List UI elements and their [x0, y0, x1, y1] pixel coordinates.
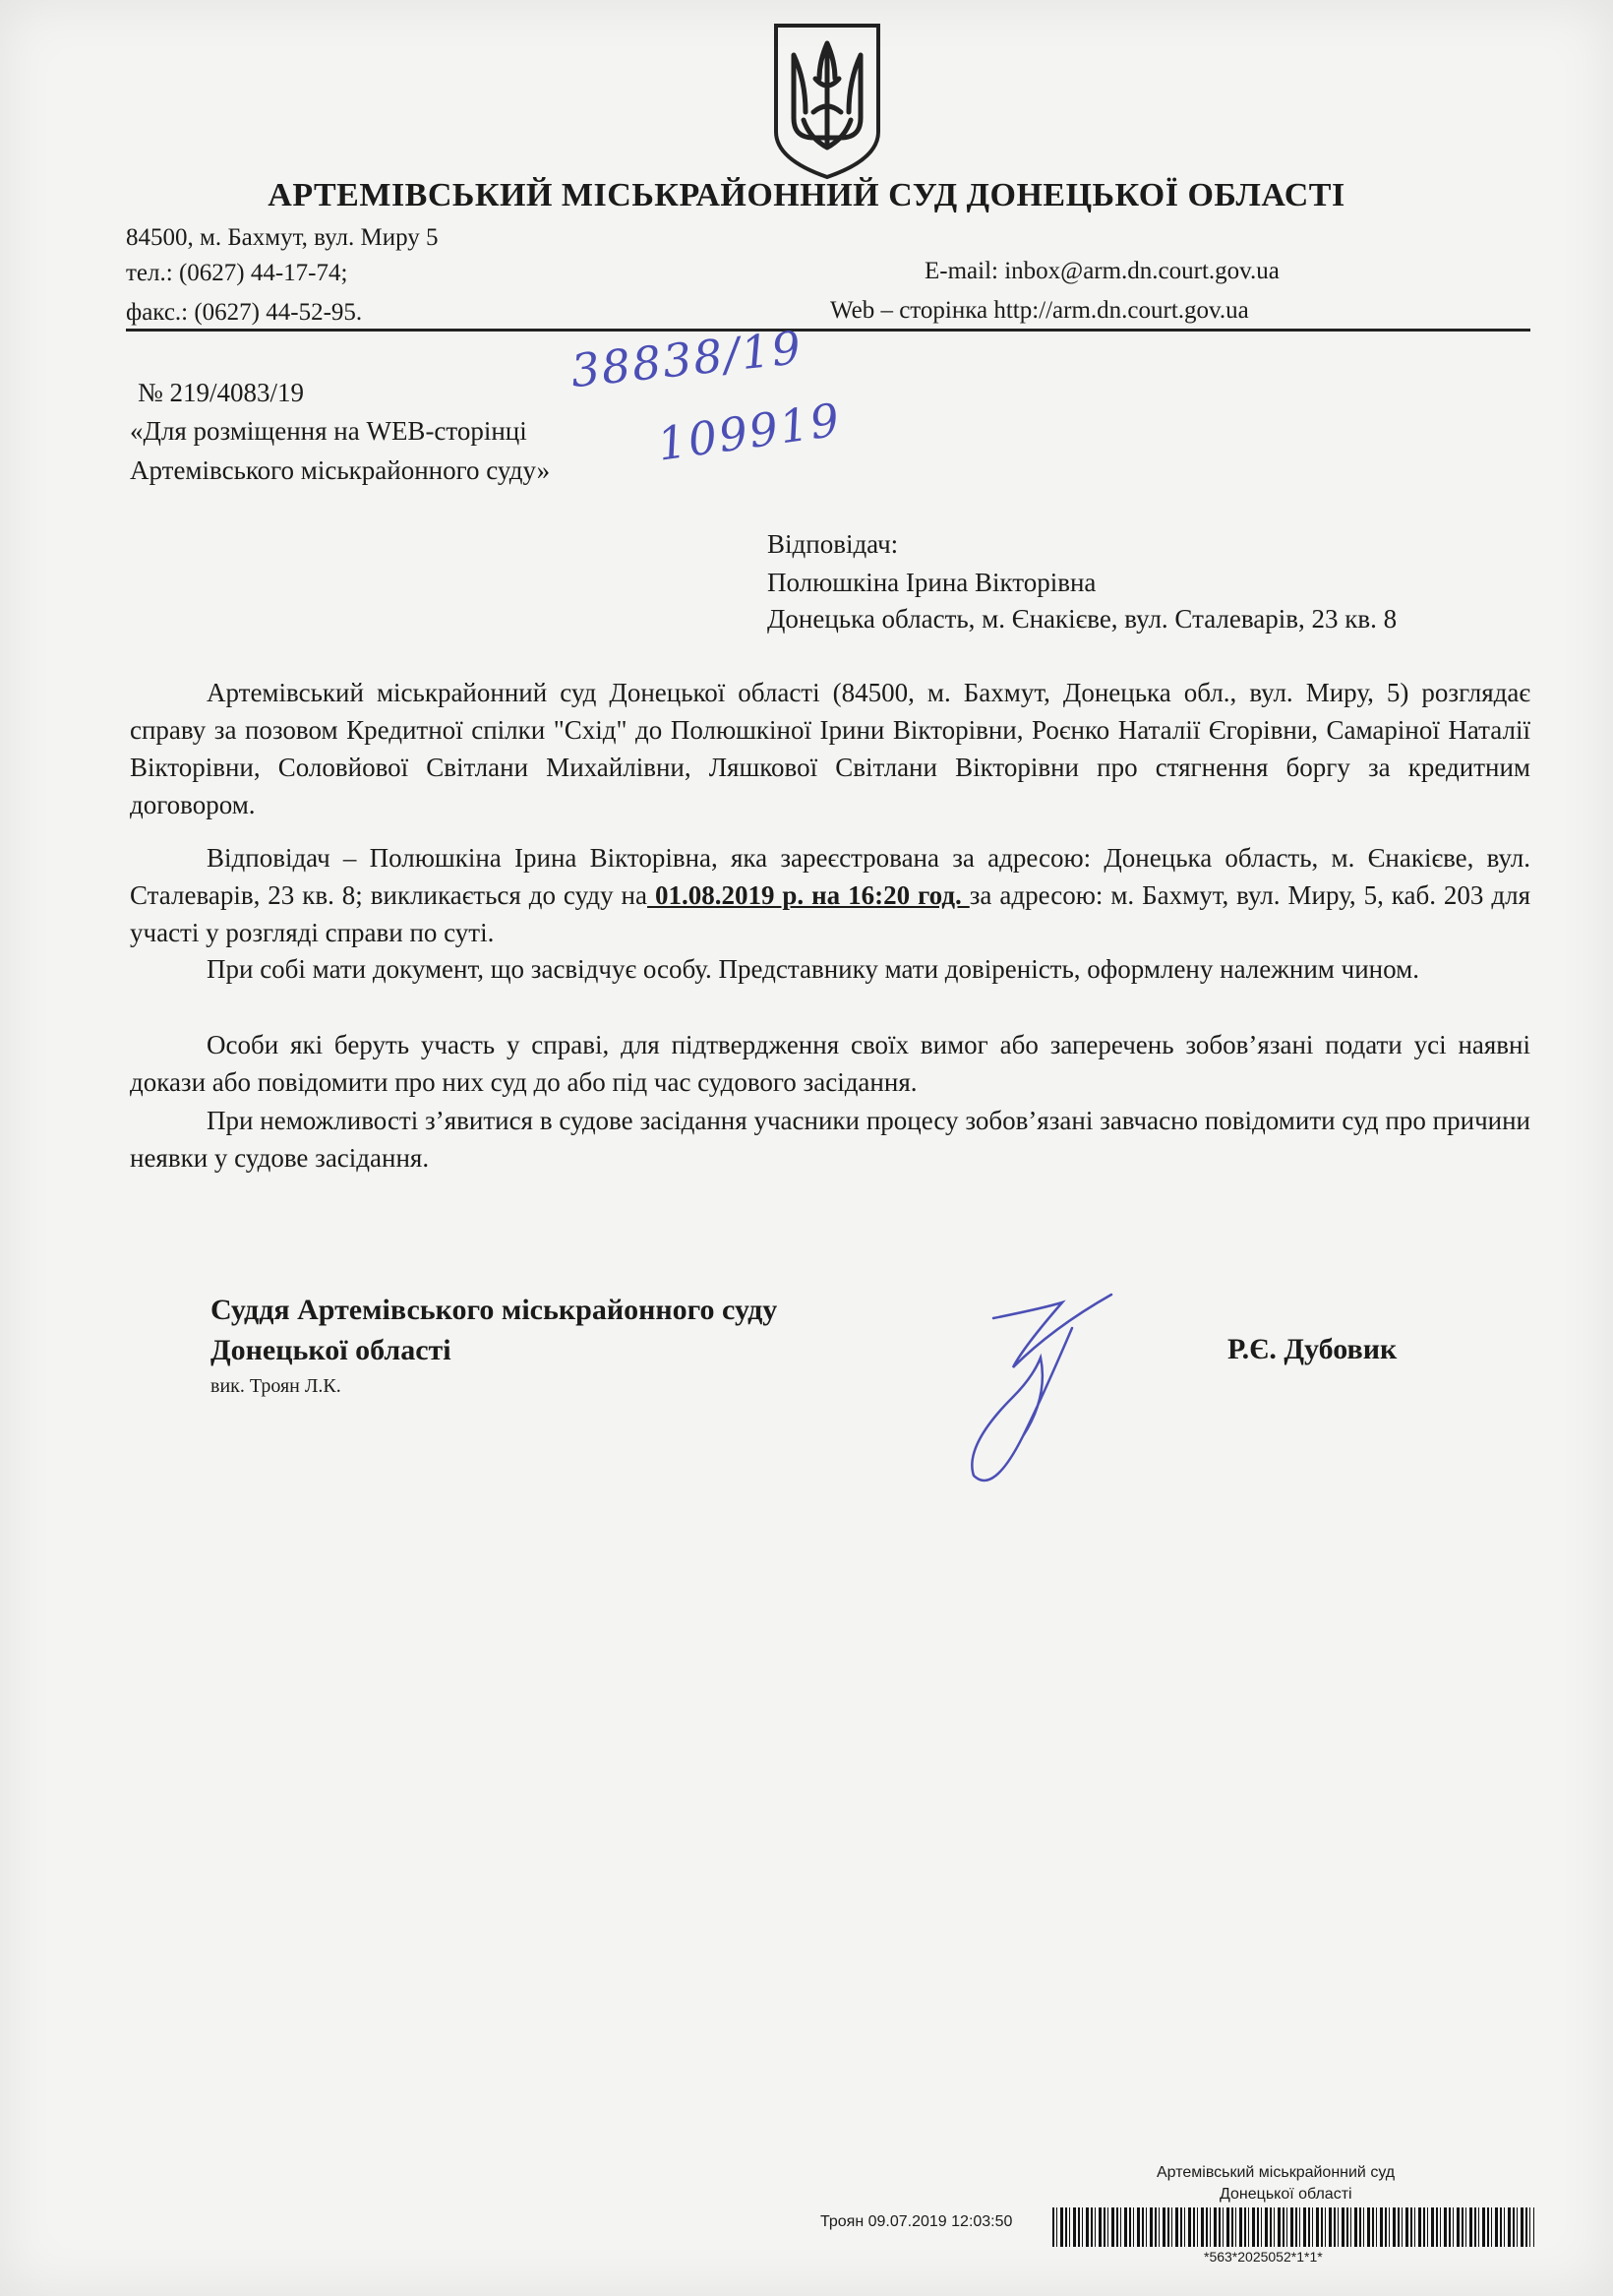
stamp-court-line2: Донецької області	[1220, 2186, 1352, 2203]
coat-of-arms-emblem	[770, 22, 884, 179]
hearing-date-time: 01.08.2019 р. на 16:20 год.	[647, 880, 970, 910]
barcode	[1052, 2207, 1534, 2247]
recipient-role: Відповідач:	[767, 529, 899, 559]
case-number: № 219/4083/19	[138, 378, 305, 407]
judge-name: Р.Є. Дубовик	[1227, 1333, 1398, 1365]
summons-text-end: за адресою: м. Бахмут, вул. Миру, 5, каб. 203 для участі у розгляді справи по суті.	[130, 880, 1530, 947]
court-email: E-mail: inbox@arm.dn.court.gov.ua	[925, 258, 1280, 284]
court-website: Web – сторінка http://arm.dn.court.gov.ua	[830, 297, 1249, 324]
paragraph-evidence: Особи які беруть участь у справі, для підтвердження своїх вимог або заперечень зобов’язані подати усі наявні докази або повідомити про них суд до або під час судового засідання.	[130, 1030, 1530, 1097]
recipient-name: Полюшкіна Ірина Вікторівна	[767, 568, 1097, 597]
judge-title-line1: Суддя Артемівського міськрайонного суду	[210, 1294, 778, 1326]
barcode-text: *563*2025052*1*1*	[1204, 2249, 1323, 2265]
court-name-heading: АРТЕМІВСЬКИЙ МІСЬКРАЙОННИЙ СУД ДОНЕЦЬКОЇ ОБЛАСТІ	[268, 177, 1345, 213]
header-divider	[126, 329, 1530, 332]
publication-note-line1: «Для розміщення на WEB-сторінці	[130, 416, 527, 446]
paragraph-summons	[130, 839, 1530, 951]
publication-note-line2: Артемівського міськрайонного суду»	[130, 455, 551, 485]
court-address: 84500, м. Бахмут, вул. Миру 5	[126, 224, 439, 251]
handwritten-registration-number: 38838/19	[568, 320, 806, 398]
paragraph-documents: При собі мати документ, що засвідчує особу. Представнику мати довіреність, оформлену належним чином.	[207, 954, 1419, 984]
paragraph-case-description: Артемівський міськрайонний суд Донецької області (84500, м. Бахмут, Донецька обл., вул. Миру, 5) розглядає справу за позовом Кредитної спілки "Схід" до Полюшкіної Ірини Вікторівни, Роєнко Наталії Єгорівни, Самаріної Наталії Вікторівни, Соловйової Світлани Михайлівни, Ляшкової Світлани Вікторівни про стягнення боргу за кредитним договором.	[130, 678, 1530, 819]
judge-title-line2: Донецької області	[210, 1334, 451, 1366]
handwritten-signature	[954, 1289, 1131, 1505]
stamp-printed-datetime: Троян 09.07.2019 12:03:50	[820, 2213, 1013, 2230]
recipient-address: Донецька область, м. Єнакієве, вул. Сталеварів, 23 кв. 8	[767, 604, 1398, 634]
paragraph-absence: При неможливості з’явитися в судове засідання учасники процесу зобов’язані завчасно повідомити суд про причини неявки у судове засідання.	[130, 1106, 1530, 1173]
stamp-court-line1: Артемівський міськрайонний суд	[1157, 2164, 1396, 2181]
court-phone: тел.: (0627) 44-17-74;	[126, 260, 348, 286]
handwritten-incoming-number: 109919	[654, 393, 845, 471]
executor-name: вик. Троян Л.К.	[210, 1375, 341, 1397]
summons-text-start: Відповідач – Полюшкіна Ірина Вікторівна, яка зареєстрована за адресою: Донецька область, м. Єнакієве, вул. Сталеварів, 23 кв. 8; викликається до суду на	[130, 843, 1530, 910]
court-fax: факс.: (0627) 44-52-95.	[126, 299, 363, 326]
